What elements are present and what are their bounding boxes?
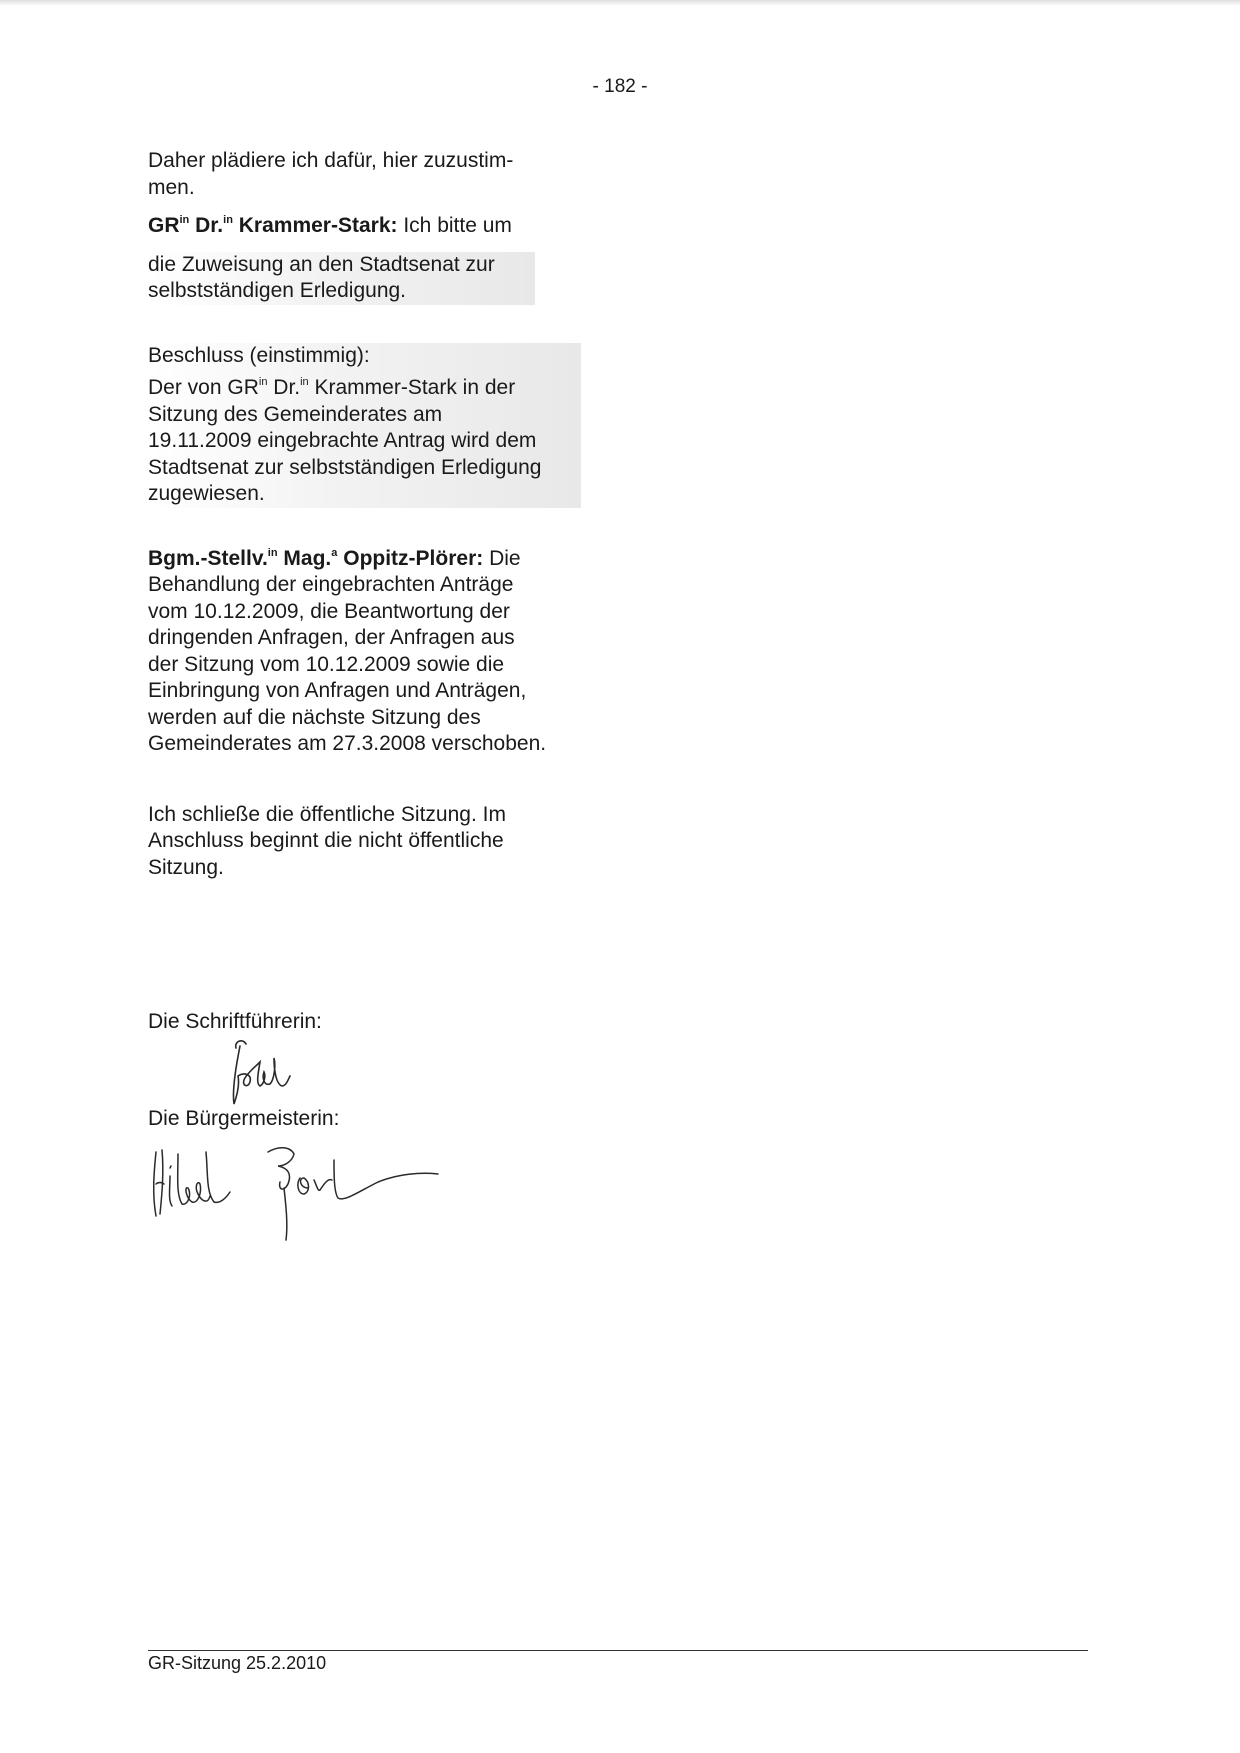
closing-line: Sitzung. <box>148 855 224 879</box>
request-block <box>148 252 535 305</box>
mayor-label: Die Bürgermeisterin: <box>148 1106 340 1130</box>
secretary-label: Die Schriftführerin: <box>148 1010 322 1033</box>
resolution-line: zugewiesen. <box>148 482 265 505</box>
speaker-name: Bgm.-Stellv.$^{in}$ Mag.$^a$ Oppitz-Plörer: <box>148 546 484 570</box>
closing-line: Ich schließe die öffentliche Sitzung. Im <box>148 802 506 826</box>
statement-line: Einbringung von Anfragen und Anträgen, <box>148 679 527 702</box>
mayor-signature <box>148 1132 588 1252</box>
resolution-line: Der von $GR^{in}$ Dr.$^{in}$ Krammer-Stark in der <box>148 376 516 399</box>
request-line: selbstständigen Erledigung. <box>148 279 407 302</box>
scan-edge <box>0 0 1240 6</box>
footer-divider <box>148 1650 1088 1651</box>
secretary-signature <box>148 1036 588 1106</box>
resolution-line: Stadtsenat zur selbstständigen Erledigung <box>148 455 542 479</box>
document-body <box>148 148 588 1252</box>
footer-text: GR-Sitzung 25.2.2010 <box>148 1653 327 1673</box>
speaker-statement: $GR^{in}$ Dr.$^{in}$ Krammer-Stark: Ich bitte um <box>148 214 512 237</box>
statement-line: vom 10.12.2009, die Beantwortung der <box>148 599 510 623</box>
resolution-block <box>148 343 581 508</box>
mayor-signature-icon <box>148 1132 488 1252</box>
closing-line: Anschluss beginnt die nicht öffentliche <box>148 829 504 852</box>
page-number: - 182 - <box>592 76 648 97</box>
request-line: die Zuweisung an den Stadtsenat zur <box>148 252 495 276</box>
paragraph-line: men. <box>148 175 195 199</box>
speaker-statement: Bgm.-Stellv.$^{in}$ Mag.$^a$ Oppitz-Plörer: Die <box>148 546 521 570</box>
secretary-signature-icon <box>148 1036 348 1106</box>
statement-line: werden auf die nächste Sitzung des <box>148 705 481 729</box>
speaker-name: $GR^{in}$ Dr.$^{in}$ Krammer-Stark: <box>148 214 398 237</box>
paragraph-line: Daher plädiere ich dafür, hier zuzustim- <box>148 149 514 172</box>
statement-line: dringenden Anfragen, der Anfragen aus <box>148 626 515 649</box>
resolution-line: 19.11.2009 eingebrachte Antrag wird dem <box>148 429 537 452</box>
resolution-line: Sitzung des Gemeinderates am <box>148 402 443 426</box>
statement-line: Behandlung der eingebrachten Anträge <box>148 573 514 596</box>
statement-line: Gemeinderates am 27.3.2008 verschoben. <box>148 732 547 755</box>
statement-line: der Sitzung vom 10.12.2009 sowie die <box>148 652 505 676</box>
resolution-heading: Beschluss (einstimmig): <box>148 343 370 367</box>
